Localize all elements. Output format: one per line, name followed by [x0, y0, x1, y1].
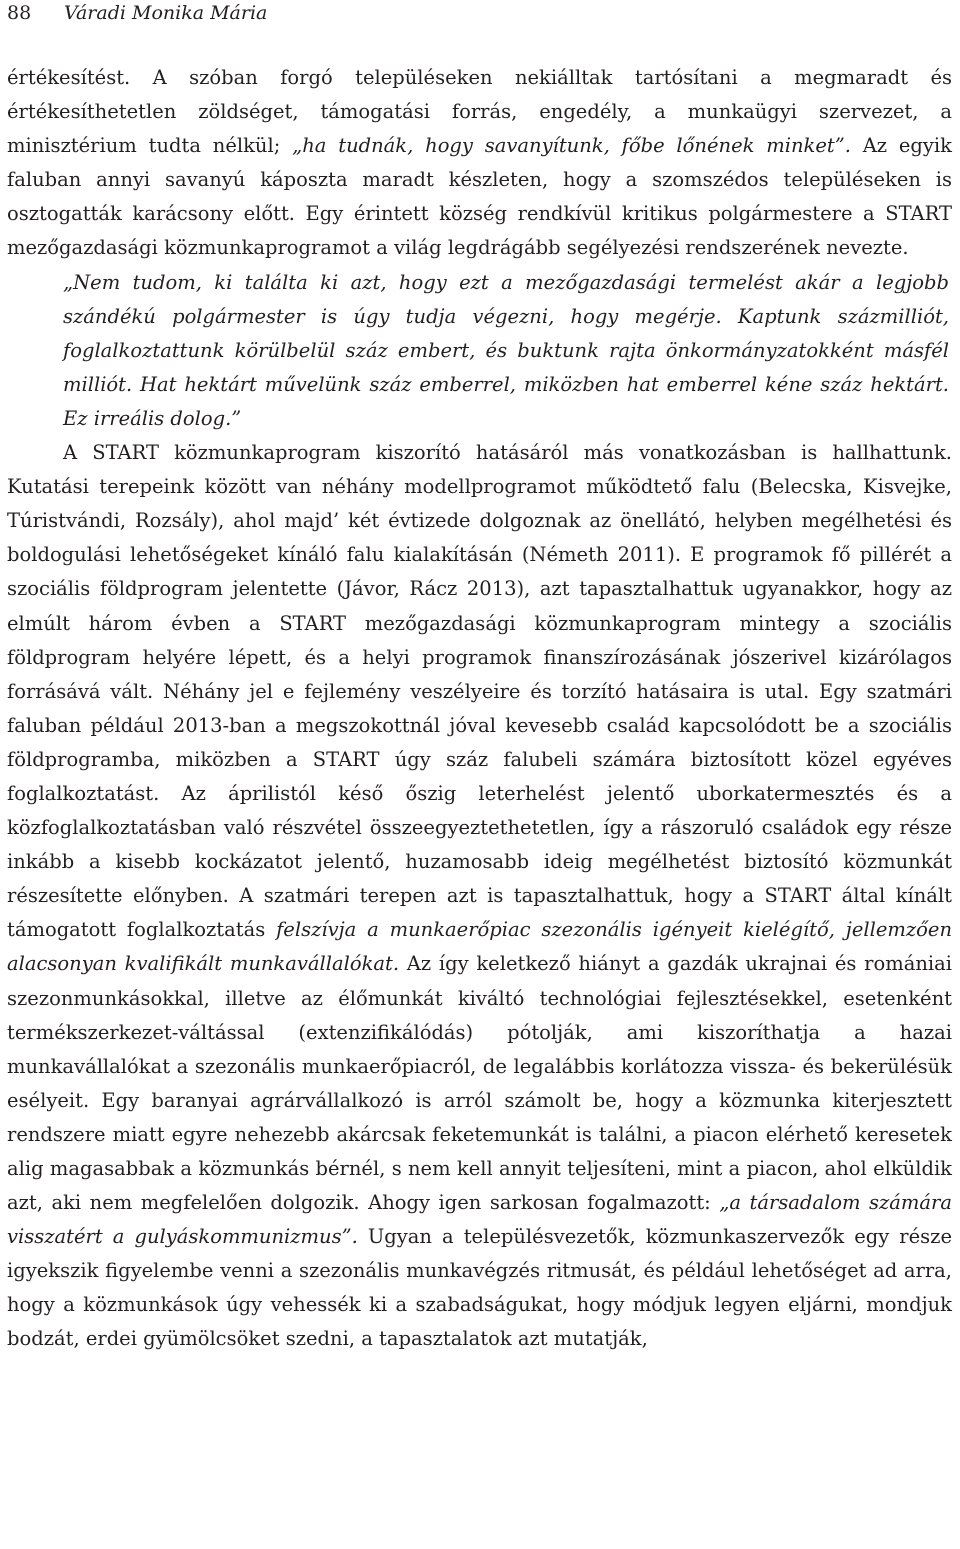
- p2-text-2: Az így keletkező hiányt a gazdák ukrajnai és romániai szezonmunkásokkal, illetve az élőmunkát kiváltó technológiai fejlesztésekkel, esetenként termékszerkezet-váltással (extenzifikálódás) pótolják, ami kiszoríthatja a hazai munkavállalókat a szezonális munkaerőpiacról, de legalábbis korlátozza vissza- és bekerülésük esélyeit. Egy baranyai agrárvállalkozó is arról számolt be, hogy a közmunka kiterjesztett rendszere miatt egyre nehezebb akárcsak feketemunkát is találni, a piacon elérhető keresetek alig magasabbak a közmunkás bérnél, s nem kell annyit teljesíteni, mint a piacon, ahol elküldik azt, aki nem megfelelően dolgozik. Ahogy igen sarkosan fogalmazott:: [7, 952, 953, 1215]
- p1-text-2: Az egyik faluban annyi savanyú káposzta maradt készleten, hogy a szomszédos településeken is osztogatták karácsony előtt. Egy érintett község rendkívül kritikus polgármestere a START mezőgazdasági közmunkaprogramot a világ legdrágább segélyezési rendszerének nevezte.: [7, 134, 952, 260]
- running-head-author: Váradi Monika Mária: [64, 2, 268, 24]
- page-number: 88: [7, 2, 32, 24]
- paragraph-2: [7, 436, 952, 1357]
- paragraph-1: [7, 61, 952, 266]
- p2-text-3: Ugyan a településvezetők, közmunkaszervezők egy része igyekszik figyelembe venni a szezonális munkavégzés ritmusát, és például lehetőséget ad arra, hogy a közmunkások úgy vehessék ki a szabadságukat, hogy módjuk legyen eljárni, mondjuk bodzát, erdei gyümölcsöket szedni, a tapasztalatok azt mutatják,: [7, 1225, 952, 1351]
- p1-text-1: értékesítést. A szóban forgó településeken nekiálltak tartósítani a megmaradt és értékesíthetetlen zöldséget, támogatási forrás, engedély, a munkaügyi szervezet, a minisztérium tudta nélkül;: [7, 66, 952, 158]
- block-quote: „Nem tudom, ki találta ki azt, hogy ezt a mezőgazdasági termelést akár a legjobb szándékú polgármester is úgy tudja végezni, hogy megérje. Kaptunk százmilliót, foglalkoztattunk körülbelül száz embert, és buktunk rajta önkormányzatokként másfél milliót. Hat hektárt művelünk száz emberrel, miközben hat emberrel kéne száz hektárt. Ez irreális dolog.”: [63, 270, 949, 430]
- p1-italic-quote: „ha tudnák, hogy savanyítunk, főbe lőnének minket”.: [292, 134, 851, 158]
- p2-text-1: A START közmunkaprogram kiszorító hatásáról más vonatkozásban is hallhattunk. Kutatási terepeink között van néhány modellprogramot működtető falu (Belecska, Kisvejke, Túristvándi, Rozsály), ahol majd’ két évtizede dolgoznak az önellátó, helyben megélhetési és boldogulási lehetőségeket kínáló falu kialakításán (Németh 2011). E programok fő pillérét a szociális földprogram jelentette (Jávor, Rácz 2013), azt tapasztalhattuk ugyanakkor, hogy az elmúlt három évben a START mezőgazdasági közmunkaprogram mintegy a szociális földprogram helyére lépett, és a helyi programok finanszírozásának jószerivel kizárólagos forrásává vált. Néhány jel e fejlemény veszélyeire és torzító hatásaira is utal. Egy szatmári faluban például 2013-ban a megszokottnál jóval kevesebb család kapcsolódott be a szociális földprogramba, miközben a START úgy száz falubeli számára biztosított közel egyéves foglalkoztatást. Az áprilistól késő őszig leterhelést jelentő uborkatermesztés és a közfoglalkoztatásban való részvétel összeegyeztethetetlen, így a rászoruló családok egy része inkább a kisebb kockázatot jelentő, huzamosabb ideig megélhetést biztosító közmunkát részesítette előnyben. A szatmári terepen azt is tapasztalhattuk, hogy a START által kínált támogatott foglalkoztatás: [7, 441, 952, 942]
- p2-italic-2: „a társadalom számára visszatért a gulyáskommunizmus”.: [7, 1191, 952, 1249]
- body-text: [7, 61, 952, 1357]
- p2-italic-1: felszívja a munkaerőpiac szezonális igényeit kielégítő, jellemzően alacsonyan kvalifikált munkavállalókat.: [7, 918, 952, 976]
- page-header: [0, 0, 960, 30]
